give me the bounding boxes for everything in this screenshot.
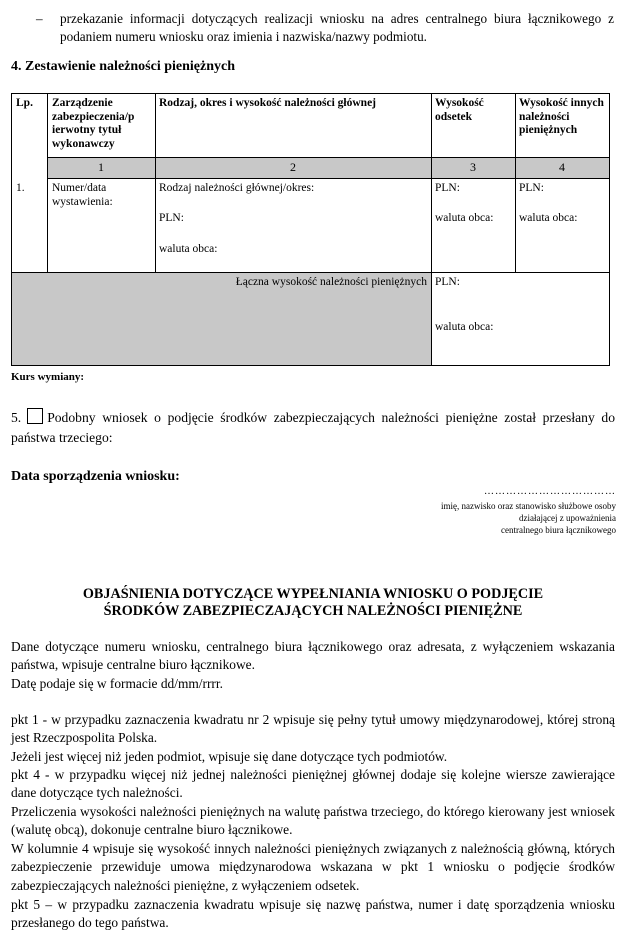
- row1-principal-pln: PLN:: [159, 212, 184, 224]
- col-number-1: 1: [98, 160, 104, 174]
- header-interest: Wysokość odsetek: [435, 97, 484, 123]
- header-lp: Lp.: [16, 97, 33, 109]
- section-4-title: 4. Zestawienie należności pieniężnych: [11, 59, 235, 74]
- explanation-p3: pkt 1 - w przypadku zaznaczenia kwadratu nr 2 wpisuje się pełny tytuł umowy międzynarodowej, której stroną jest Rzeczpospolita Polska.: [11, 712, 615, 746]
- signature-caption-line2: działającej z upoważnienia: [519, 513, 616, 523]
- explanation-p4: Jeżeli jest więcej niż jeden podmiot, wpisuje się dane dotyczące tych podmiotów.: [11, 749, 448, 764]
- col-number-2: 2: [290, 160, 296, 174]
- signature-caption: [380, 500, 616, 536]
- explanations-title-line2: ŚRODKÓW ZABEZPIECZAJĄCYCH NALEŻNOŚCI PIENIĘŻNE: [103, 603, 523, 619]
- section-5-checkbox[interactable]: [27, 408, 43, 424]
- intro-bullet: [36, 10, 614, 46]
- row1-principal-foreign: waluta obca:: [159, 243, 218, 255]
- col-number-3: 3: [470, 160, 476, 174]
- col-number-4: 4: [559, 160, 565, 174]
- explanations-title: [11, 586, 615, 620]
- explanation-p6: Przeliczenia wysokości należności pieniężnych na walutę państwa trzeciego, do którego kierowany jest wniosek (walutę obcą), dokonuje centralne biuro łącznikowe.: [11, 804, 615, 838]
- row1-interest-foreign: waluta obca:: [435, 212, 494, 224]
- claims-table: [11, 93, 610, 366]
- row1-number-date: Numer/data wystawienia:: [52, 182, 113, 208]
- header-order: Zarządzenie zabezpieczenia/p ierwotny tytuł wykonawczy: [52, 97, 135, 150]
- explanation-p1: Dane dotyczące numeru wniosku, centralnego biura łącznikowego oraz adresata, z wyłączeniem wskazania państwa, wpisuje centralne biuro łącznikowe.: [11, 639, 615, 673]
- row1-interest-pln: PLN:: [435, 182, 460, 194]
- signature-caption-line1: imię, nazwisko oraz stanowisko służbowe osoby: [441, 501, 616, 511]
- total-foreign: waluta obca:: [435, 321, 494, 333]
- explanation-p8: pkt 5 – w przypadku zaznaczenia kwadratu wpisuje się nazwę państwa, numer i datę sporządzenia wniosku przesłanego do tego państwa.: [11, 897, 615, 931]
- row1-principal-type: Rodzaj należności głównej/okres:: [159, 182, 315, 194]
- header-other: Wysokość innych należności pieniężnych: [519, 97, 604, 136]
- total-pln: PLN:: [435, 276, 460, 288]
- bullet-dash: –: [36, 11, 43, 26]
- header-principal: Rodzaj, okres i wysokość należności głównej: [159, 97, 377, 109]
- row1-other-foreign: waluta obca:: [519, 212, 578, 224]
- row1-other-pln: PLN:: [519, 182, 544, 194]
- section-5: [11, 408, 615, 448]
- section-5-number: 5.: [11, 410, 22, 425]
- exchange-rate-label: Kurs wymiany:: [11, 371, 85, 383]
- signature-caption-line3: centralnego biura łącznikowego: [501, 525, 616, 535]
- row1-lp: 1.: [16, 182, 25, 194]
- signature-line: ………………………………: [484, 486, 616, 497]
- explanation-p5: pkt 4 - w przypadku więcej niż jednej należności pieniężnej głównej dodaje się kolejne wiersze zawierające dane dotyczące tych należności.: [11, 767, 615, 801]
- section-5-text: Podobny wniosek o podjęcie środków zabezpieczających należności pieniężne został przesłany do państwa trzeciego:: [11, 410, 615, 445]
- date-label: Data sporządzenia wniosku:: [11, 469, 180, 484]
- explanation-p7: W kolumnie 4 wpisuje się wysokość innych należności pieniężnych związanych z należnością główną, których zabezpieczenie przewiduje umowa międzynarodowa wskazana w pkt 1 wniosku o podjęcie środków zabezpieczających należności pieniężne, z wyłączeniem odsetek.: [11, 841, 615, 893]
- intro-text: przekazanie informacji dotyczących realizacji wniosku na adres centralnego biura łącznikowego z podaniem numeru wniosku oraz imienia i nazwiska/nazwy podmiotu.: [60, 11, 614, 44]
- explanation-p2: Datę podaje się w formacie dd/mm/rrrr.: [11, 676, 223, 691]
- total-label: Łączna wysokość należności pieniężnych: [235, 276, 427, 288]
- explanations-title-line1: OBJAŚNIENIA DOTYCZĄCE WYPEŁNIANIA WNIOSKU O PODJĘCIE: [82, 586, 544, 602]
